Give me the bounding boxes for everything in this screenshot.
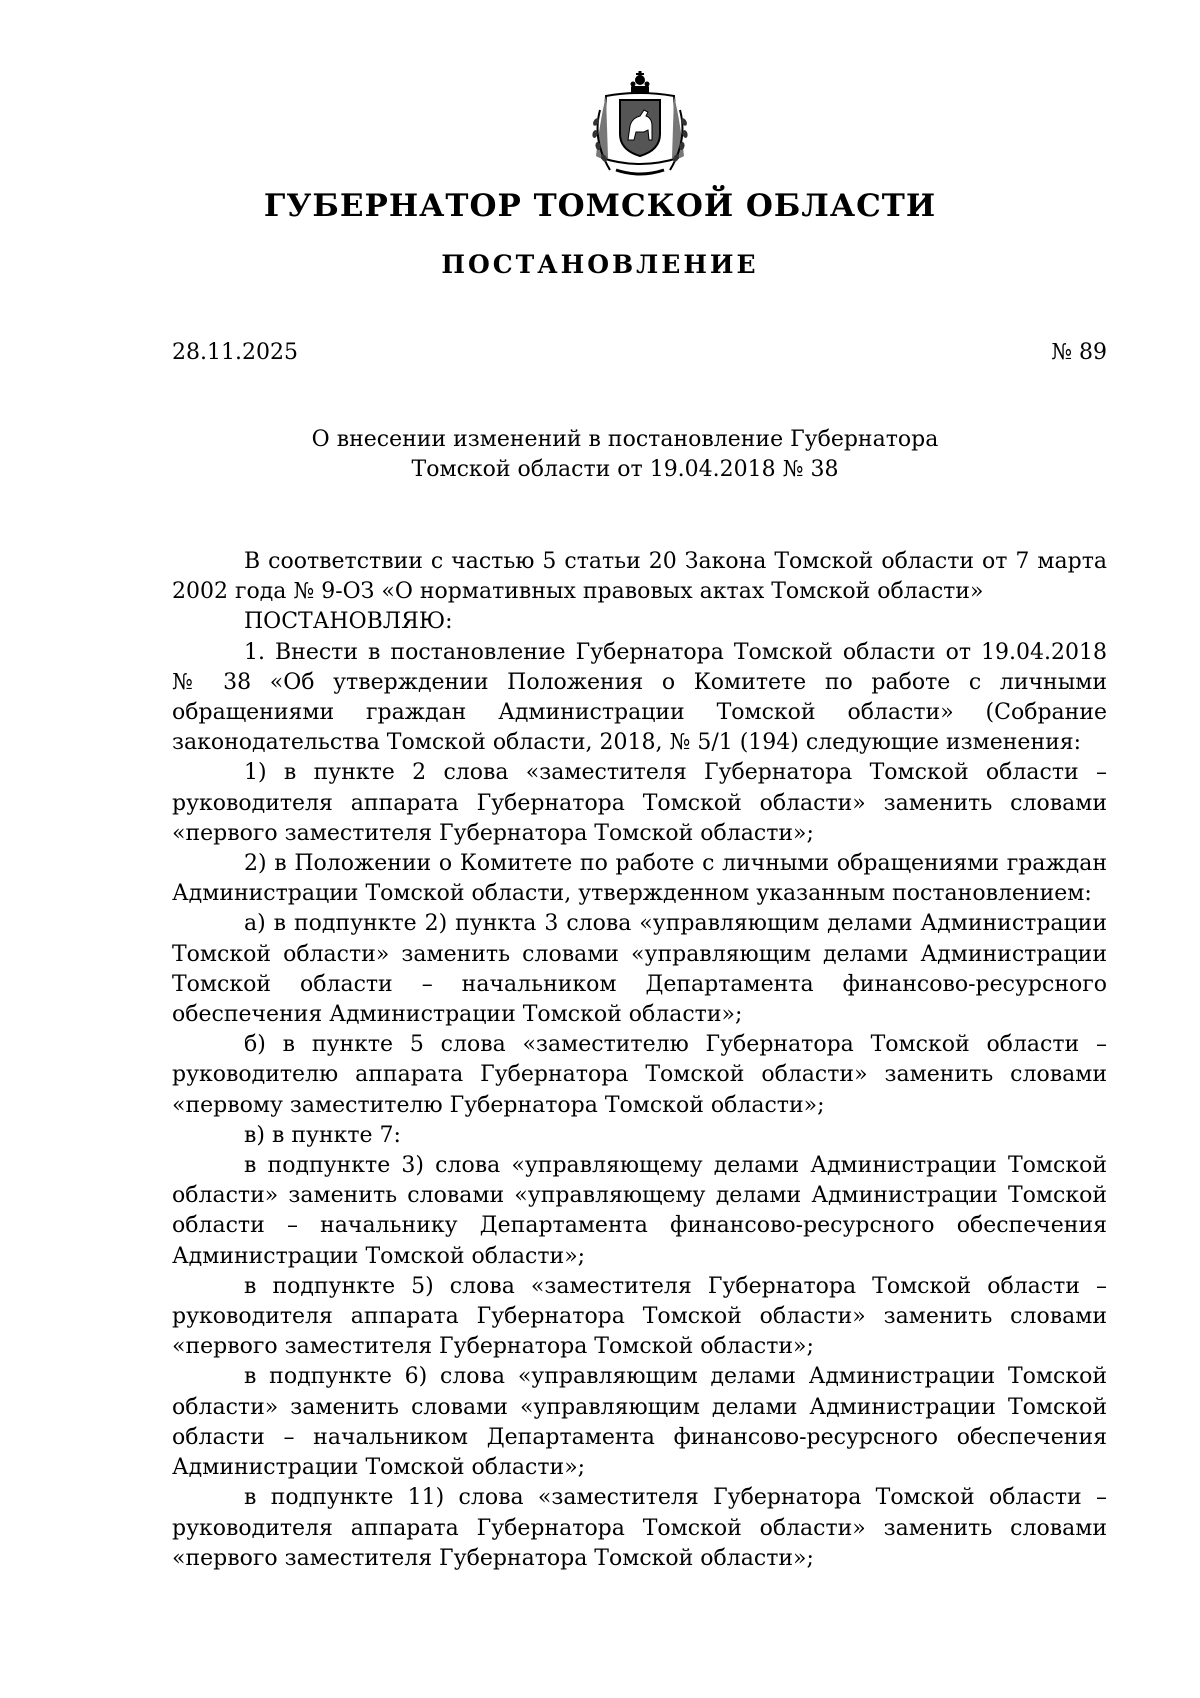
item-v-subpoint-5-paragraph: в подпункте 5) слова «заместителя Губернатора Томской области – руководителя аппарата Губернатора Томской области» заменить словами «первого заместителя Губернатора Томской области»; (172, 1273, 1107, 1360)
item-1-paragraph: 1. Внести в постановление Губернатора Томской области от 19.04.2018 № 38 «Об утверждении Положения о Комитете по работе с личными обращениями граждан Администрации Томской области» (Собрание законодательства Томской области, 2018, № 5/1 (194) следующие изменения: (172, 639, 1107, 756)
document-date: 28.11.2025 (172, 340, 298, 365)
authority-title: ГУБЕРНАТОР ТОМСКОЙ ОБЛАСТИ (263, 188, 937, 224)
preamble-paragraph: В соответствии с частью 5 статьи 20 Закона Томской области от 7 марта 2002 года № 9-ОЗ «О нормативных правовых актах Томской области» (172, 549, 1107, 605)
item-b-paragraph: б) в пункте 5 слова «заместителю Губернатора Томской области – руководителю аппарата Губернатора Томской области» заменить словами «первому заместителю Губернатора Томской области»; (172, 1032, 1107, 1118)
item-1-2-paragraph: 2) в Положении о Комитете по работе с личными обращениями граждан Администрации Томской области, утвержденном указанным постановлением: (172, 851, 1107, 907)
document-number: № 89 (1051, 340, 1107, 365)
item-v-paragraph: в) в пункте 7: (244, 1122, 401, 1148)
item-v-subpoint-11-paragraph: в подпункте 11) слова «заместителя Губернатора Томской области – руководителя аппарата Губернатора Томской области» заменить словами «первого заместителя Губернатора Томской области»; (172, 1485, 1107, 1571)
item-1-1-paragraph: 1) в пункте 2 слова «заместителя Губернатора Томской области – руководителя аппарата Губернатора Томской области» заменить словами «первого заместителя Губернатора Томской области»; (172, 760, 1107, 846)
subject-line-2: Томской области от 19.04.2018 № 38 (411, 457, 839, 482)
tomsk-coat-of-arms-icon (586, 70, 694, 180)
document-body (172, 547, 1107, 1574)
document-type: ПОСТАНОВЛЕНИЕ (441, 250, 759, 279)
item-v-subpoint-6-paragraph: в подпункте 6) слова «управляющим делами Администрации Томской области» заменить словами «управляющим делами Администрации Томской области – начальником Департамента финансово-ресурсного обеспечения Администрации Томской области»; (172, 1364, 1107, 1481)
item-a-paragraph: а) в подпункте 2) пункта 3 слова «управляющим делами Администрации Томской области» заменить словами «управляющим делами Администрации Томской области – начальником Департамента финансово-ресурсного обеспечения Администрации Томской области»; (172, 911, 1107, 1028)
item-v-subpoint-3-paragraph: в подпункте 3) слова «управляющему делами Администрации Томской области» заменить словами «управляющему делами Администрации Томской области – начальнику Департамента финансово-ресурсного обеспечения Администрации Томской области»; (172, 1153, 1107, 1269)
decree-word: ПОСТАНОВЛЯЮ: (244, 609, 453, 635)
document-subject (300, 425, 950, 485)
subject-line-1: О внесении изменений в постановление Губернатора (311, 427, 939, 452)
